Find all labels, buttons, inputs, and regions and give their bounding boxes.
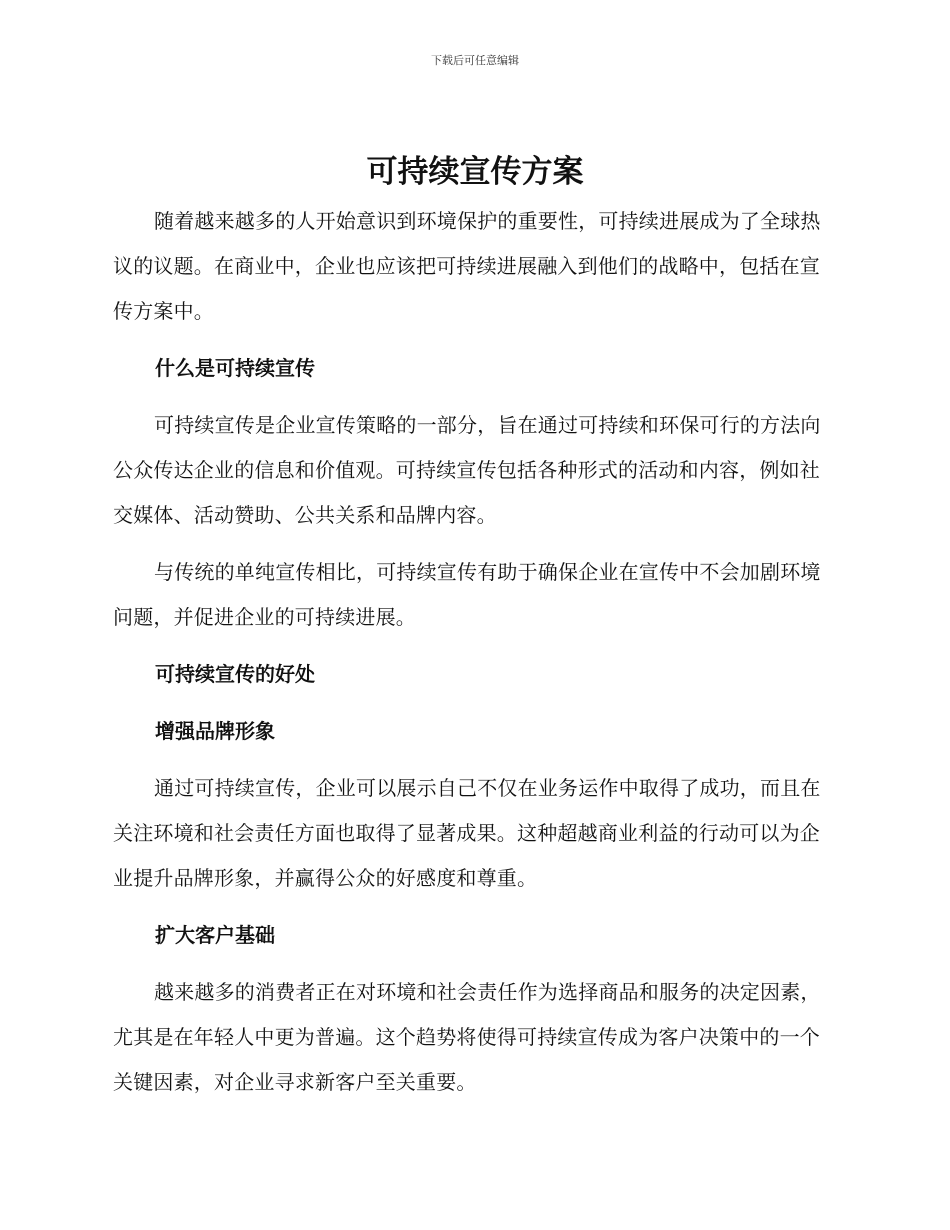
- section-heading-what: 什么是可持续宣传: [155, 356, 315, 380]
- what-paragraph-1: 可持续宣传是企业宣传策略的一部分，旨在通过可持续和环保可行的方法向公众传达企业的信息和价值观。可持续宣传包括各种形式的活动和内容，例如社交媒体、活动赞助、公共关系和品牌内容。: [113, 413, 821, 527]
- spacer: [113, 901, 833, 913]
- intro-paragraph: 随着越来越多的人开始意识到环境保护的重要性，可持续进展成为了全球热议的议题。在商业中，企业也应该把可持续进展融入到他们的战略中，包括在宣传方案中。: [113, 209, 821, 323]
- subheading-customer: 扩大客户基础: [155, 923, 275, 947]
- customer-paragraph: 越来越多的消费者正在对环境和社会责任作为选择商品和服务的决定因素，尤其是在年轻人中更为普遍。这个趋势将使得可持续宣传成为客户决策中的一个关键因素，对企业寻求新客户至关重要。: [113, 980, 821, 1094]
- document-title: 可持续宣传方案: [366, 154, 584, 190]
- spacer: [113, 538, 833, 550]
- spacer: [113, 391, 833, 403]
- spacer: [113, 754, 833, 766]
- what-paragraph-2: 与传统的单纯宣传相比，可持续宣传有助于确保企业在宣传中不会加剧环境问题，并促进企业的可持续进展。: [113, 560, 821, 629]
- subheading-brand: 增强品牌形象: [155, 719, 275, 743]
- spacer: [113, 958, 833, 970]
- brand-paragraph: 通过可持续宣传，企业可以展示自己不仅在业务运作中取得了成功，而且在关注环境和社会责任方面也取得了显著成果。这种超越商业利益的行动可以为企业提升品牌形象，并赢得公众的好感度和尊重。: [113, 776, 821, 890]
- header-note: 下载后可任意编辑: [431, 54, 519, 67]
- spacer: [113, 640, 833, 652]
- document-body: [113, 199, 833, 1105]
- spacer: [113, 697, 833, 709]
- section-heading-benefits: 可持续宣传的好处: [155, 662, 315, 686]
- spacer: [113, 334, 833, 346]
